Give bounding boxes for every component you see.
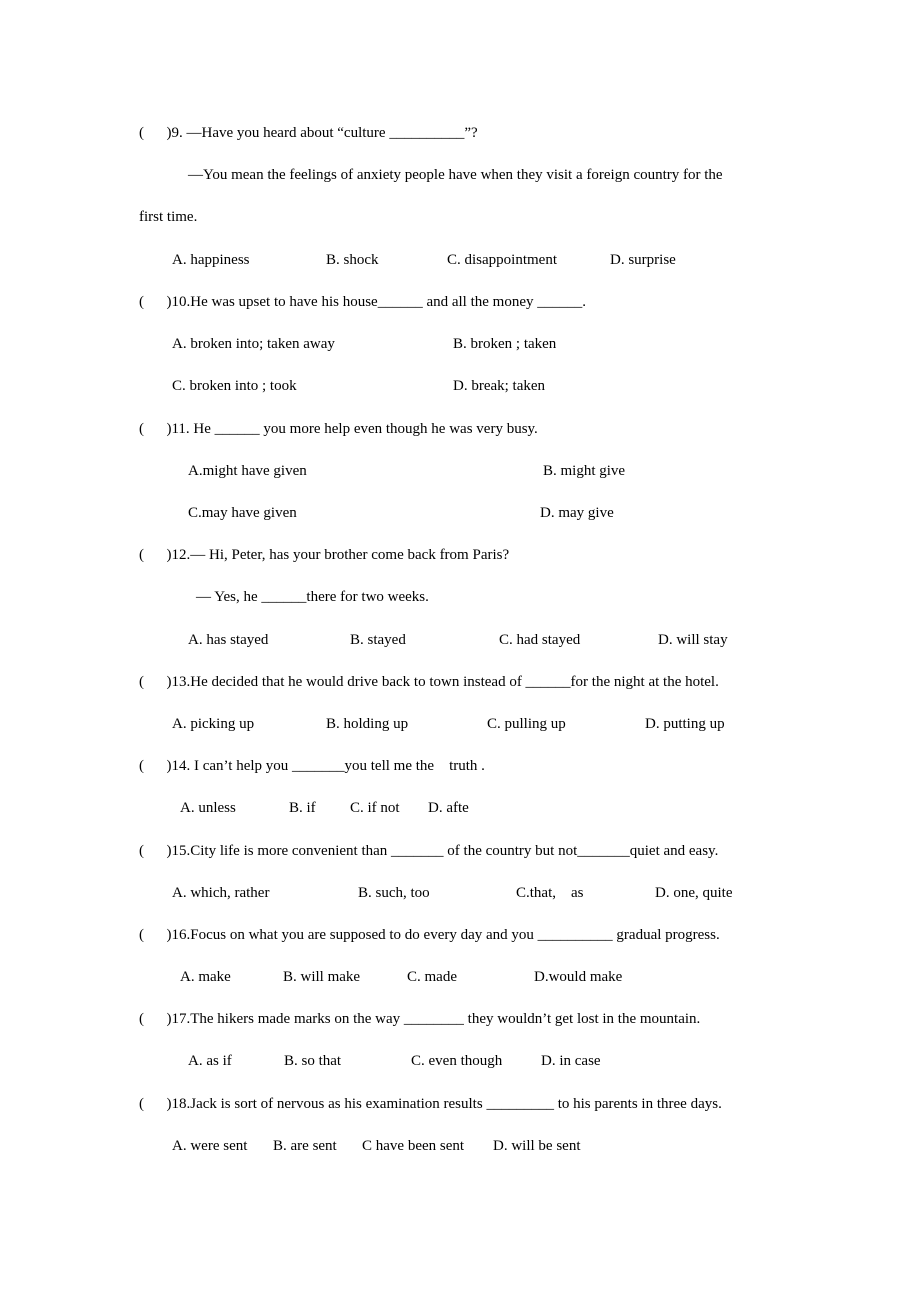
option-c: C. even though	[411, 1053, 503, 1069]
option-c: C. pulling up	[487, 716, 566, 732]
option-a: A. broken into; taken away	[172, 336, 335, 352]
option-c: C.may have given	[188, 505, 297, 521]
question-stem: ( )16.Focus on what you are supposed to do every day and you __________ gradual progress.	[139, 927, 720, 943]
option-c: C.that, as	[516, 885, 584, 901]
option-c: C. made	[407, 969, 457, 985]
question-stem: ( )15.City life is more convenient than _______ of the country but not_______quiet and easy.	[139, 843, 719, 859]
question-stem: ( )14. I can’t help you _______you tell me the truth .	[139, 758, 485, 774]
question-stem: first time.	[139, 209, 198, 225]
option-a: A. as if	[188, 1053, 232, 1069]
option-d: D. will be sent	[493, 1138, 581, 1154]
option-d: D. in case	[541, 1053, 601, 1069]
option-d: D. one, quite	[655, 885, 733, 901]
option-c: C. disappointment	[447, 252, 557, 268]
option-d: D.would make	[534, 969, 623, 985]
option-b: B. might give	[543, 463, 626, 479]
option-d: D. may give	[540, 505, 614, 521]
option-b: B. are sent	[273, 1138, 337, 1154]
option-c: C. if not	[350, 800, 400, 816]
question-stem: ( )10.He was upset to have his house______ and all the money ______.	[139, 294, 587, 310]
option-b: B. holding up	[326, 716, 409, 732]
option-a: A. were sent	[172, 1138, 248, 1154]
option-a: A.might have given	[188, 463, 307, 479]
option-a: A. has stayed	[188, 632, 269, 648]
option-a: A. picking up	[172, 716, 255, 732]
question-stem: ( )12.— Hi, Peter, has your brother come back from Paris?	[139, 547, 510, 563]
question-stem: ( )9. —Have you heard about “culture __________”?	[139, 125, 478, 141]
question-stem: ( )13.He decided that he would drive back to town instead of ______for the night at the hotel.	[139, 674, 719, 690]
option-b: B. stayed	[350, 632, 406, 648]
option-c: C have been sent	[362, 1138, 465, 1154]
option-b: B. such, too	[358, 885, 430, 901]
option-d: D. will stay	[658, 632, 728, 648]
option-a: A. make	[180, 969, 231, 985]
option-a: A. which, rather	[172, 885, 270, 901]
option-b: B. if	[289, 800, 316, 816]
question-stem: ( )11. He ______ you more help even though he was very busy.	[139, 421, 538, 437]
question-stem: — Yes, he ______there for two weeks.	[196, 589, 429, 605]
option-c: C. broken into ; took	[172, 378, 297, 394]
option-b: B. will make	[283, 969, 361, 985]
option-d: D. afte	[428, 800, 469, 816]
option-b: B. shock	[326, 252, 379, 268]
option-a: A. happiness	[172, 252, 250, 268]
option-b: B. broken ; taken	[453, 336, 557, 352]
question-stem: ( )18.Jack is sort of nervous as his examination results _________ to his parents in three days.	[139, 1096, 722, 1112]
option-a: A. unless	[180, 800, 236, 816]
option-b: B. so that	[284, 1053, 342, 1069]
question-stem: —You mean the feelings of anxiety people have when they visit a foreign country for the	[188, 167, 723, 183]
option-c: C. had stayed	[499, 632, 581, 648]
option-d: D. surprise	[610, 252, 676, 268]
question-stem: ( )17.The hikers made marks on the way ________ they wouldn’t get lost in the mountain.	[139, 1011, 701, 1027]
option-d: D. break; taken	[453, 378, 546, 394]
option-d: D. putting up	[645, 716, 725, 732]
